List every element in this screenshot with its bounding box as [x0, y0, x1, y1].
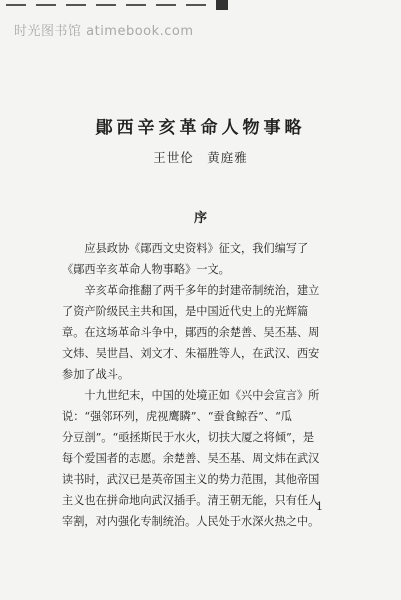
text-line: 了资产阶级民主共和国，是中国近代史上的光辉篇 — [62, 305, 309, 318]
text-line: 文炜、吴世昌、刘文才、朱福胜等人，在武汉、西安 — [62, 347, 320, 360]
edge-dash — [36, 4, 56, 6]
edge-dash — [66, 4, 86, 6]
text-line: 说：“强邻环列，虎视鹰瞵”、“蚕食鲸吞”、“瓜 — [62, 410, 292, 423]
text-line: 章。在这场革命斗争中，鄖西的余楚善、吴丕基、周 — [62, 326, 320, 339]
text-line: 十九世纪末，中国的处境正如《兴中会宣言》所 — [62, 389, 320, 402]
text-line: 分豆剖”。“亟拯斯民于水火，切扶大厦之将倾”，是 — [62, 431, 315, 444]
text-line: 《鄖西辛亥革命人物事略》一文。 — [62, 263, 230, 276]
text-line: 主义也在拼命地向武汉插手。清王朝无能，只有任人 — [62, 494, 320, 507]
edge-dash — [126, 4, 146, 6]
text-line: 每个爱国者的志愿。余楚善、吴丕基、周文炜在武汉 — [62, 452, 320, 465]
section-heading: 序 — [193, 211, 207, 226]
edge-dash — [96, 4, 116, 6]
edge-dash — [6, 4, 26, 6]
edge-dash — [156, 4, 176, 6]
edge-square — [216, 0, 228, 10]
page-title: 鄖西辛亥革命人物事略 — [95, 118, 306, 138]
text-line: 应县政协《鄖西文史资料》征文，我们编写了 — [62, 242, 309, 255]
text-line: 读书时，武汉已是英帝国主义的势力范围，其他帝国 — [62, 473, 320, 486]
edge-dash — [186, 4, 206, 6]
top-edge-marks — [0, 0, 401, 10]
text-line: 宰割，对内强化专制统治。人民处于水深火热之中。 — [62, 515, 320, 528]
body-text — [62, 238, 352, 532]
page-number: 1 — [316, 500, 323, 513]
text-line: 参加了战斗。 — [62, 368, 130, 381]
watermark: 时光图书馆 atimebook.com — [14, 24, 194, 39]
authors: 王世伦 黄庭雅 — [153, 150, 248, 165]
text-line: 辛亥革命推翻了两千多年的封建帝制统治，建立 — [62, 284, 320, 297]
